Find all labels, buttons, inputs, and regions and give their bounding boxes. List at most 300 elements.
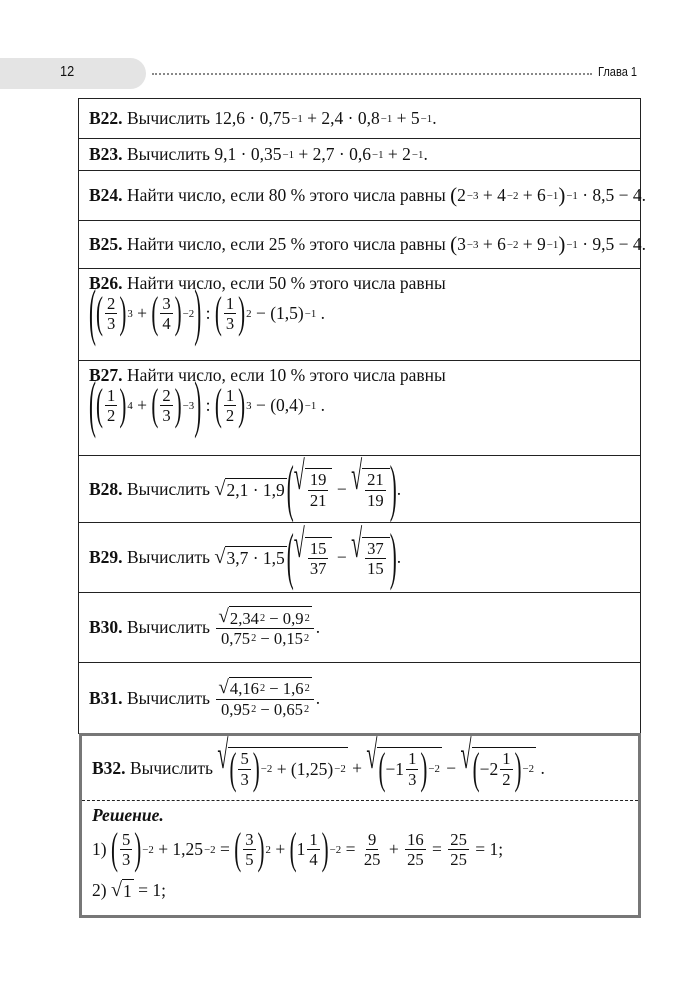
problem-b32-question xyxy=(82,733,638,801)
left-parenthesis: ( xyxy=(214,379,222,430)
parentheses-group xyxy=(96,287,127,338)
numerator xyxy=(238,749,250,769)
radicand xyxy=(377,742,441,794)
left-parenthesis: ( xyxy=(286,451,294,524)
parentheses-group xyxy=(289,823,329,874)
solution-step xyxy=(92,823,628,874)
exponent: −1 xyxy=(380,112,393,125)
denominator xyxy=(500,770,512,789)
math-text: 3 xyxy=(240,769,249,789)
math-text: Вычислить 12,6 · 0,75 xyxy=(122,108,291,128)
math-text: 1 xyxy=(296,839,306,860)
parentheses-group xyxy=(229,742,260,794)
exponent: 2 xyxy=(259,612,266,624)
math-text: −1 xyxy=(385,758,405,779)
exponent: −1 xyxy=(291,112,303,125)
right-parenthesis: ) xyxy=(514,742,522,794)
math-line xyxy=(89,677,320,719)
denominator xyxy=(238,770,250,789)
math-text: 25 xyxy=(363,850,381,870)
math-text: : xyxy=(201,303,215,324)
problem-label: B27. xyxy=(89,365,123,385)
problem-b27 xyxy=(79,361,640,456)
math-text: 1 xyxy=(408,749,417,769)
parentheses-group xyxy=(450,183,565,208)
radical-sign-icon: √ xyxy=(110,879,122,902)
problem-label: B22. xyxy=(89,108,123,128)
math-text: 2) xyxy=(92,880,111,901)
exponent: 2 xyxy=(303,703,310,715)
left-parenthesis: ( xyxy=(234,823,242,874)
math-text: 4 xyxy=(162,314,171,334)
square-root xyxy=(351,523,390,578)
math-text: . xyxy=(423,144,428,164)
fraction xyxy=(308,470,329,509)
square-root xyxy=(366,733,442,794)
radicand xyxy=(225,478,286,501)
denominator xyxy=(307,850,319,869)
math-text: + (1,25) xyxy=(272,758,334,779)
radical-sign-icon: √ xyxy=(293,523,305,567)
math-text: Вычислить xyxy=(125,757,218,778)
math-text: = 1; xyxy=(133,880,166,901)
square-root xyxy=(351,454,390,510)
chapter-title: Глава 1 xyxy=(598,64,638,79)
exponent: 2 xyxy=(303,633,310,645)
math-text: Вычислить xyxy=(122,547,215,567)
paren-content xyxy=(241,830,257,869)
exponent: −3 xyxy=(182,399,195,412)
radical-sign-icon: √ xyxy=(214,477,226,500)
denominator xyxy=(224,314,236,333)
right-parenthesis: ) xyxy=(321,823,329,874)
radicand xyxy=(362,468,390,509)
parentheses-group xyxy=(450,232,565,257)
paren-content xyxy=(118,830,134,869)
square-root xyxy=(293,523,333,578)
math-text: 2 xyxy=(225,406,235,426)
right-parenthesis: ) xyxy=(194,368,202,441)
problem-b32-box xyxy=(79,733,641,918)
numerator xyxy=(307,830,319,850)
numerator xyxy=(308,470,329,490)
denominator xyxy=(308,491,329,510)
radicand xyxy=(122,879,134,902)
right-parenthesis: ) xyxy=(389,520,397,592)
numerator xyxy=(224,294,236,314)
exponent: −2 xyxy=(329,843,342,856)
paren-content xyxy=(96,379,195,430)
math-text: 19 xyxy=(309,470,327,490)
math-text: Найти число, если 50 % этого числа равны xyxy=(122,273,446,293)
denominator xyxy=(362,850,383,869)
math-text: − 0,15 xyxy=(256,629,303,649)
math-line xyxy=(89,273,446,294)
parentheses-group xyxy=(286,520,397,592)
math-text: − (0,4) xyxy=(251,395,304,416)
problem-label: B25. xyxy=(89,234,123,254)
paren-content xyxy=(385,749,420,788)
right-parenthesis: ) xyxy=(558,183,566,207)
parentheses-group xyxy=(96,379,127,430)
exponent: −2 xyxy=(428,763,440,775)
denominator xyxy=(405,850,426,869)
solution-heading: Решение. xyxy=(92,805,164,825)
left-parenthesis: ( xyxy=(151,287,159,338)
exponent: 2 xyxy=(246,307,252,320)
radicand xyxy=(225,546,286,569)
math-text: + xyxy=(270,839,290,860)
math-text: 3 xyxy=(225,314,235,334)
exponent: 2 xyxy=(304,683,310,695)
math-text: 25 xyxy=(450,850,467,870)
exponent: −2 xyxy=(522,763,535,775)
fraction xyxy=(365,470,386,509)
numerator xyxy=(216,606,313,629)
exponent: 2 xyxy=(265,843,271,856)
parentheses-group xyxy=(234,823,265,874)
right-parenthesis: ) xyxy=(119,287,127,338)
fraction xyxy=(160,294,172,333)
denominator xyxy=(406,770,418,789)
math-text: 3 xyxy=(245,830,254,849)
exponent: −2 xyxy=(506,238,519,251)
math-text: + xyxy=(347,757,367,778)
right-parenthesis: ) xyxy=(134,823,142,874)
denominator xyxy=(365,491,386,510)
math-text: + xyxy=(384,839,404,860)
numerator xyxy=(365,539,386,559)
problem-label: B32. xyxy=(92,757,126,778)
header-dotted-rule xyxy=(152,73,592,75)
math-text: Вычислить xyxy=(122,617,215,637)
math-text: 3 xyxy=(121,850,131,870)
exponent: −3 xyxy=(466,189,479,202)
math-line xyxy=(89,606,320,648)
fraction xyxy=(224,294,236,333)
exponent: −1 xyxy=(566,238,578,251)
math-line xyxy=(89,232,646,257)
fraction xyxy=(365,539,386,578)
math-line xyxy=(89,365,446,386)
paren-content xyxy=(297,830,322,869)
math-line xyxy=(89,183,646,208)
radicand xyxy=(229,677,312,699)
denominator xyxy=(105,406,117,425)
math-text: = xyxy=(341,839,360,860)
fraction xyxy=(216,677,313,719)
paren-content xyxy=(103,294,119,333)
exponent: 3 xyxy=(127,307,133,320)
math-text: Найти число, если 25 % этого числа равны xyxy=(122,234,451,254)
math-text: 2 xyxy=(162,386,171,405)
math-text: 21 xyxy=(367,470,384,490)
paren-content xyxy=(158,294,174,333)
math-text: + 9 xyxy=(518,234,546,254)
problem-label: B26. xyxy=(89,273,123,293)
math-text: 0,95 xyxy=(221,699,251,719)
math-text: 1 xyxy=(309,830,318,849)
solution-step xyxy=(92,879,628,902)
math-text: 5 xyxy=(121,830,131,849)
right-parenthesis: ) xyxy=(389,451,397,524)
radicand xyxy=(305,537,333,578)
math-text: . xyxy=(396,547,402,567)
math-text: 0,75 xyxy=(221,629,251,649)
math-text: Вычислить xyxy=(122,687,215,708)
square-root xyxy=(111,879,134,902)
math-text: . xyxy=(315,687,321,708)
math-text: 3 xyxy=(162,294,171,313)
square-root xyxy=(293,454,333,510)
radical-sign-icon: √ xyxy=(351,454,363,499)
math-text: + 2 xyxy=(383,144,411,164)
paren-content xyxy=(96,287,195,338)
radicand xyxy=(472,742,536,794)
math-text: + 2,7 · 0,6 xyxy=(294,144,371,164)
problem-b28 xyxy=(79,451,640,524)
math-text: + 6 xyxy=(518,185,546,205)
numerator xyxy=(160,294,172,314)
math-text: Вычислить 9,1 · 0,35 xyxy=(122,144,282,164)
exponent: −2 xyxy=(260,763,273,775)
fraction xyxy=(120,830,132,869)
exponent: −1 xyxy=(566,189,578,202)
solution-title-line xyxy=(92,805,628,826)
exponent: −1 xyxy=(546,238,559,251)
denominator xyxy=(243,850,255,869)
right-parenthesis: ) xyxy=(420,742,428,794)
denominator xyxy=(224,406,236,425)
problem-b22 xyxy=(79,99,640,139)
math-text: + 6 xyxy=(478,234,506,254)
left-parenthesis: ( xyxy=(229,742,237,794)
parentheses-group xyxy=(110,823,142,874)
paren-content xyxy=(222,294,238,333)
numerator xyxy=(105,294,117,314)
exponent: −1 xyxy=(304,307,317,320)
math-text: · 9,5 − 4. xyxy=(577,234,647,254)
exponent: 2 xyxy=(251,633,257,645)
math-text: − 1,6 xyxy=(265,679,304,699)
radical-sign-icon: √ xyxy=(366,733,378,778)
math-text: − (1,5) xyxy=(251,303,304,324)
math-text: 1) xyxy=(92,839,111,860)
left-parenthesis: ( xyxy=(89,368,96,441)
math-line xyxy=(89,108,437,129)
denominator xyxy=(219,700,311,719)
math-text: 2 xyxy=(502,769,511,789)
problem-label: B29. xyxy=(89,547,123,567)
exponent: −2 xyxy=(506,189,519,202)
math-line xyxy=(92,823,628,874)
parentheses-group xyxy=(151,379,182,430)
left-parenthesis: ( xyxy=(450,183,458,207)
fraction xyxy=(362,830,383,869)
math-text: Вычислить xyxy=(122,478,215,499)
numerator xyxy=(105,386,117,406)
right-parenthesis: ) xyxy=(194,276,202,349)
math-text: 15 xyxy=(367,559,384,578)
math-text: 3 xyxy=(107,314,116,334)
math-text: −2 xyxy=(479,758,499,779)
problem-b30 xyxy=(79,593,640,663)
denominator xyxy=(308,559,329,578)
exponent: 2 xyxy=(259,683,266,695)
math-text: − 0,65 xyxy=(256,699,303,719)
exponent: −1 xyxy=(282,148,295,161)
square-root xyxy=(218,606,311,628)
math-text: + xyxy=(132,303,152,324)
exponent: 2 xyxy=(304,612,310,624)
left-parenthesis: ( xyxy=(96,379,103,430)
numerator xyxy=(160,386,172,406)
math-text: + 2,4 · 0,8 xyxy=(302,108,380,128)
math-text: 3 xyxy=(162,406,171,426)
right-parenthesis: ) xyxy=(174,379,182,430)
parentheses-group xyxy=(286,451,397,524)
math-text: 9 xyxy=(367,830,377,849)
left-parenthesis: ( xyxy=(472,742,480,794)
denominator xyxy=(105,314,117,333)
exponent: −1 xyxy=(304,399,317,412)
radical-sign-icon: √ xyxy=(218,676,229,698)
numerator xyxy=(224,386,236,406)
math-line xyxy=(92,805,628,826)
math-text: Найти число, если 80 % этого числа равны xyxy=(122,185,451,205)
right-parenthesis: ) xyxy=(252,742,260,794)
math-text: 37 xyxy=(367,538,384,558)
math-text: 25 xyxy=(407,850,424,870)
paren-content xyxy=(293,523,390,578)
right-parenthesis: ) xyxy=(558,232,566,256)
math-text: 15 xyxy=(309,538,327,558)
denominator xyxy=(120,850,132,869)
problem-b32-solution xyxy=(82,801,638,906)
parentheses-group xyxy=(214,379,246,430)
numerator xyxy=(500,749,512,769)
exponent: −1 xyxy=(420,112,433,125)
paren-content xyxy=(222,386,238,425)
exponent: 3 xyxy=(246,399,252,412)
exponent: −1 xyxy=(546,189,559,202)
denominator xyxy=(219,629,311,648)
math-text: 1 xyxy=(107,386,116,405)
page-number: 12 xyxy=(60,63,75,80)
radicand xyxy=(305,468,333,509)
left-parenthesis: ( xyxy=(289,823,297,874)
math-text: 5 xyxy=(240,749,249,769)
denominator xyxy=(365,559,386,578)
paren-content xyxy=(103,386,119,425)
left-parenthesis: ( xyxy=(96,287,103,338)
exponent: −2 xyxy=(334,763,346,775)
parentheses-group xyxy=(151,287,182,338)
math-text: + 1,25 xyxy=(153,839,204,860)
math-text: 16 xyxy=(407,830,424,849)
exponent: −2 xyxy=(142,843,154,856)
left-parenthesis: ( xyxy=(89,276,96,349)
problem-b26 xyxy=(79,269,640,361)
radical-sign-icon: √ xyxy=(214,546,226,568)
paren-content xyxy=(480,749,515,788)
fraction xyxy=(405,830,426,869)
math-text: 21 xyxy=(309,490,327,510)
left-parenthesis: ( xyxy=(151,379,159,430)
numerator xyxy=(366,830,378,850)
left-parenthesis: ( xyxy=(378,742,386,794)
math-text: = xyxy=(215,839,235,860)
numerator xyxy=(365,470,386,490)
paren-content xyxy=(457,185,558,206)
math-line xyxy=(92,733,545,794)
math-text: 3 xyxy=(457,234,466,254)
math-text: 2,1 · 1,9 xyxy=(226,479,285,500)
math-text: 4 xyxy=(309,850,318,870)
math-text: + xyxy=(132,395,152,416)
numerator xyxy=(448,830,469,850)
numerator xyxy=(308,539,329,559)
parentheses-group xyxy=(472,742,522,794)
math-text: 3 xyxy=(408,769,417,789)
left-parenthesis: ( xyxy=(110,823,118,874)
exponent: −1 xyxy=(371,148,384,161)
numerator xyxy=(216,677,313,700)
left-parenthesis: ( xyxy=(450,232,458,256)
math-text: 3,7 · 1,5 xyxy=(226,548,285,568)
math-text: − xyxy=(441,757,461,778)
math-text: 2 xyxy=(107,294,116,313)
fraction xyxy=(406,749,418,788)
fraction xyxy=(308,539,329,578)
math-text: · 8,5 − 4. xyxy=(577,185,647,205)
problem-label: B24. xyxy=(89,185,123,205)
math-text: 2,34 xyxy=(229,608,259,628)
problem-b29 xyxy=(79,520,640,593)
problem-b31 xyxy=(79,663,640,733)
right-parenthesis: ) xyxy=(257,823,265,874)
math-line xyxy=(89,520,402,592)
math-text: . xyxy=(432,108,437,128)
exponent: 2 xyxy=(251,703,257,715)
square-root xyxy=(214,478,286,501)
fraction xyxy=(160,386,172,425)
math-text: 5 xyxy=(245,850,254,870)
math-text: . xyxy=(396,478,402,499)
denominator xyxy=(448,850,469,869)
right-parenthesis: ) xyxy=(238,379,246,430)
problem-b24 xyxy=(79,171,647,221)
fraction xyxy=(500,749,512,788)
fraction xyxy=(224,386,236,425)
right-parenthesis: ) xyxy=(119,379,127,430)
fraction xyxy=(307,830,319,869)
parentheses-group xyxy=(214,287,246,338)
radical-sign-icon: √ xyxy=(460,733,472,778)
square-root xyxy=(217,733,347,794)
math-text: − 0,9 xyxy=(265,608,304,628)
fraction xyxy=(243,830,255,869)
fraction xyxy=(238,749,250,788)
math-text: + 5 xyxy=(392,108,420,128)
numerator xyxy=(120,830,132,850)
math-text: = xyxy=(427,839,447,860)
fraction xyxy=(216,606,313,648)
math-text: 19 xyxy=(367,490,384,510)
radicand xyxy=(362,537,390,578)
math-text: 2 xyxy=(457,185,466,205)
exponent: −3 xyxy=(466,238,479,251)
